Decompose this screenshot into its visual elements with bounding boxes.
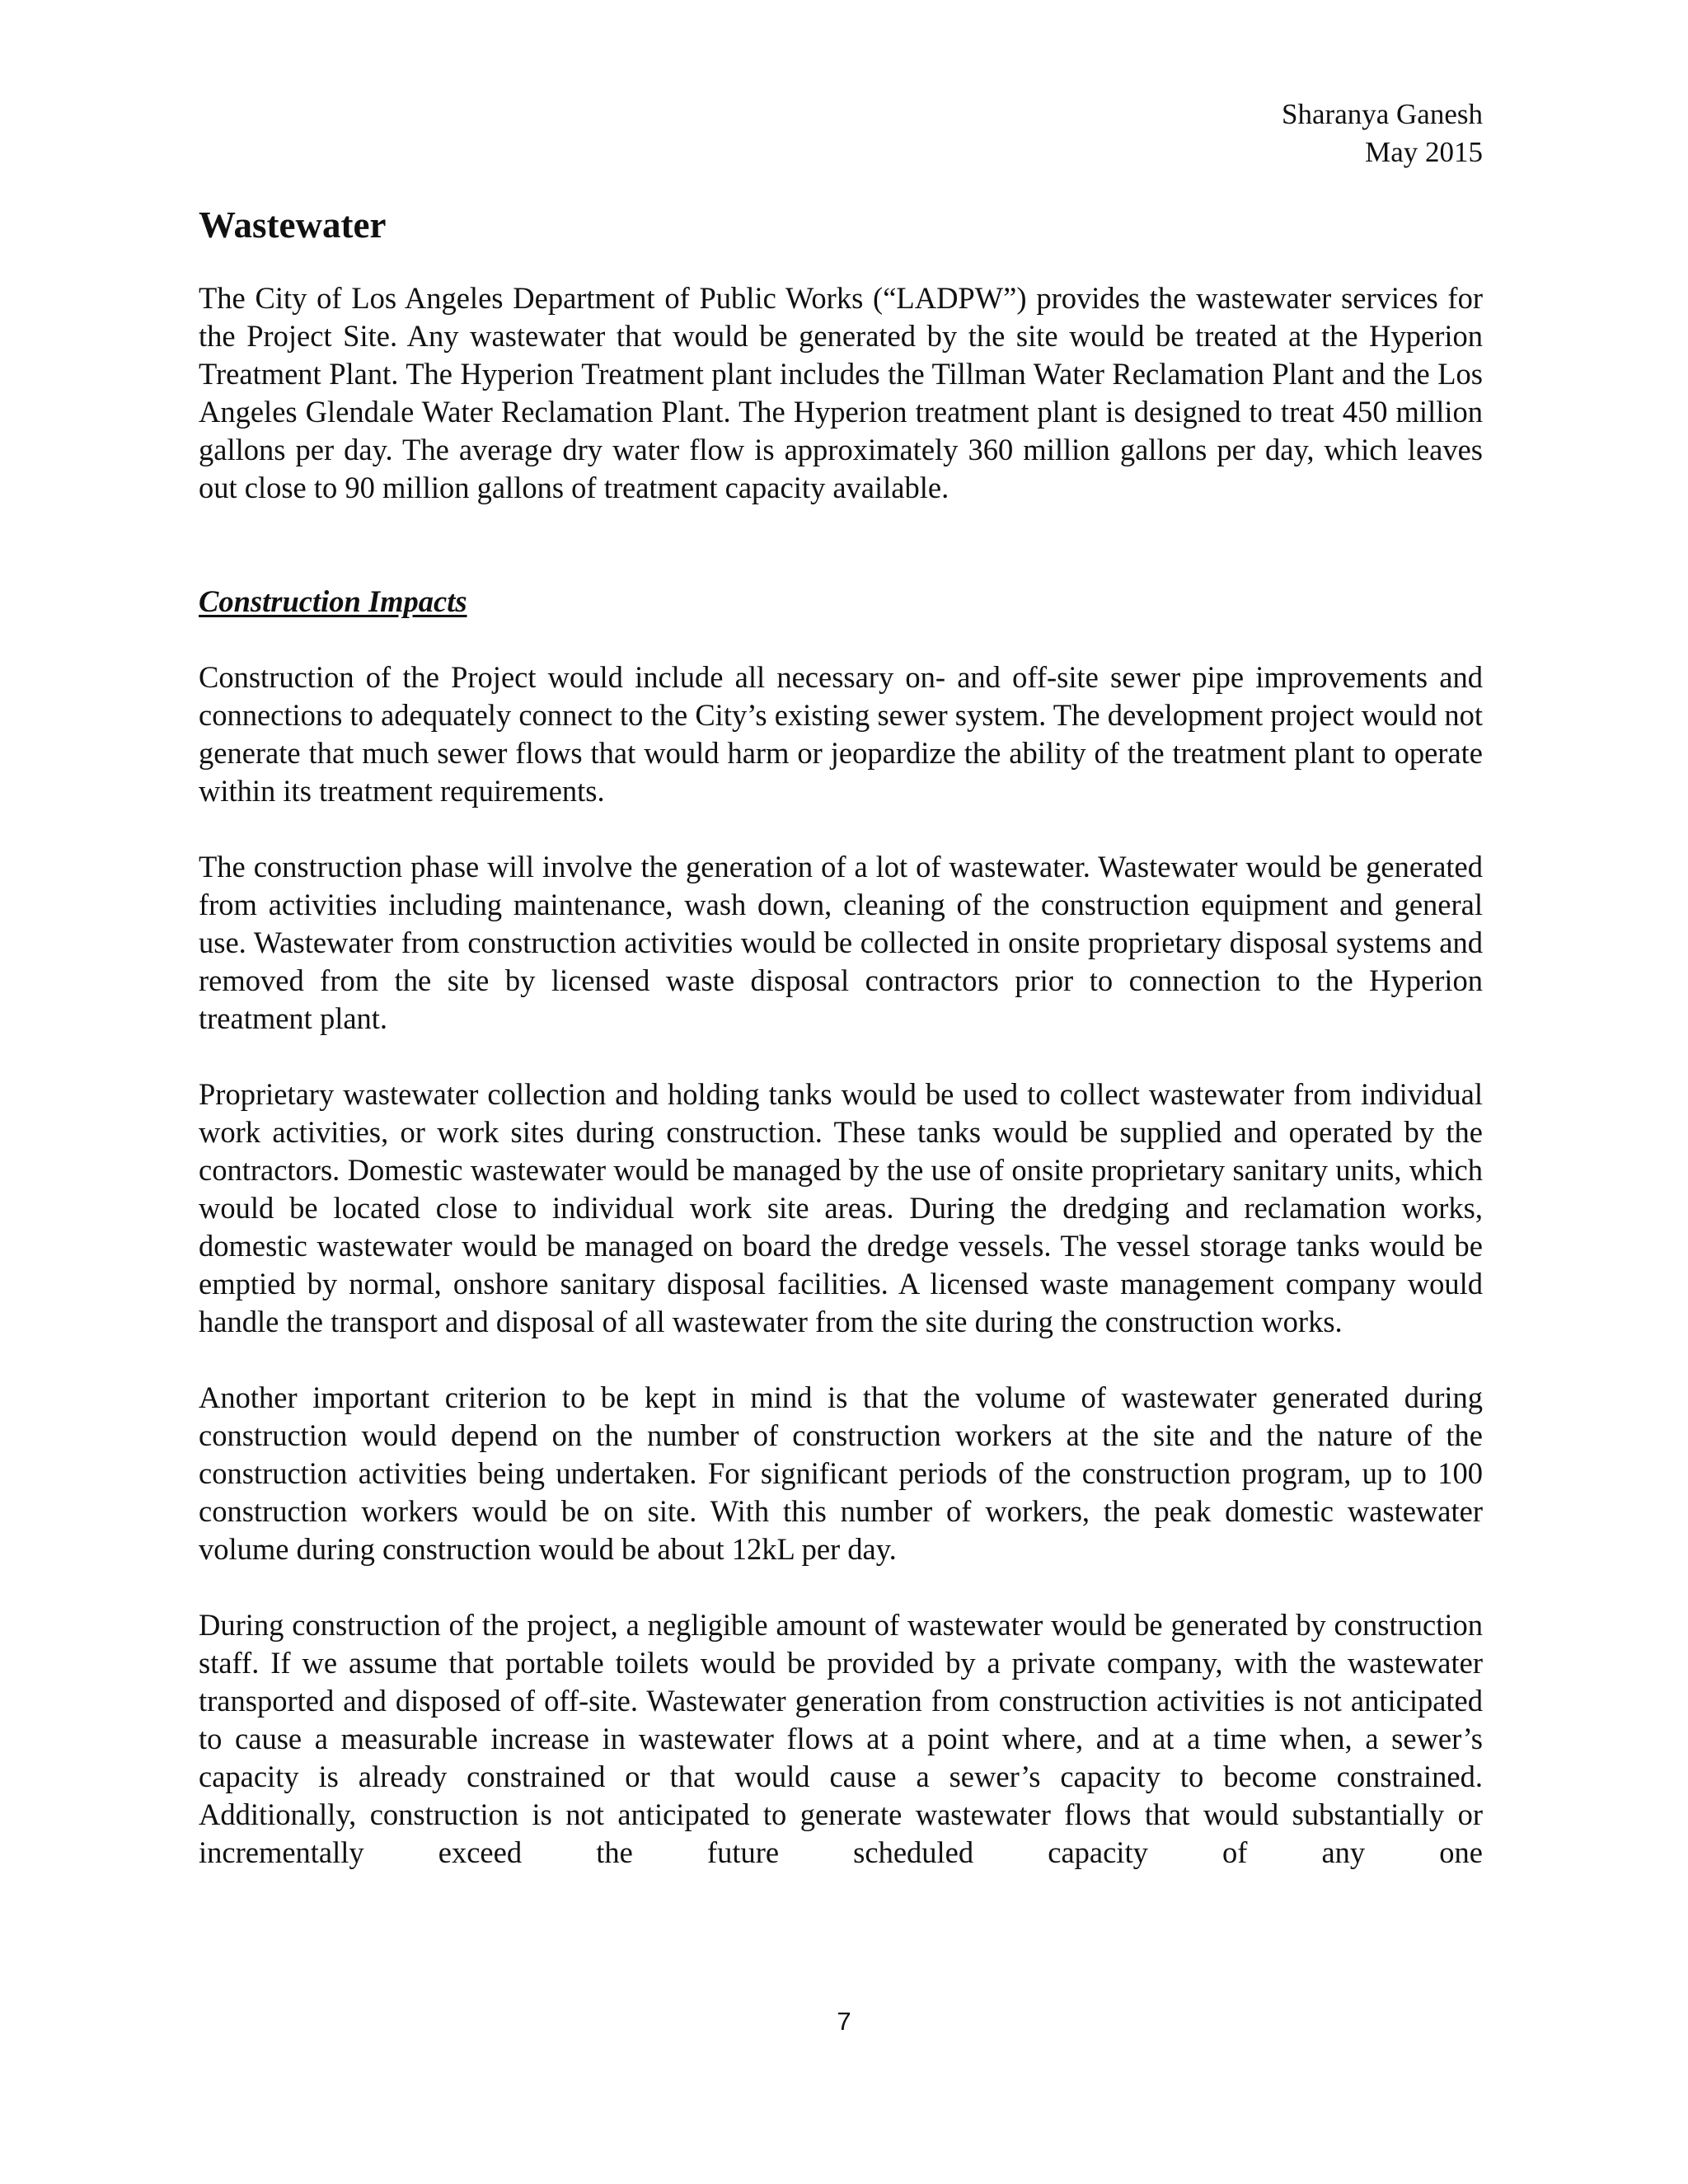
document-body <box>199 202 1483 1910</box>
page-number: 7 <box>837 2007 851 2036</box>
author-name: Sharanya Ganesh <box>1282 98 1483 130</box>
intro-paragraph: The City of Los Angeles Department of Public Works (“LADPW”) provides the wastewater services for the Project Site. Any wastewater that would be generated by the site would be treated at the Hyperion Treatment Plant. The Hyperion Treatment plant includes the Tillman Water Reclamation Plant and the Los Angeles Glendale Water Reclamation Plant. The Hyperion treatment plant is designed to treat 450 million gallons per day. The average dry water flow is approximately 360 million gallons per day, which leaves out close to 90 million gallons of treatment capacity available. <box>199 281 1483 504</box>
section-heading-construction-impacts: Construction Impacts <box>199 584 467 618</box>
paragraph-worker-volume: Another important criterion to be kept in mind is that the volume of wastewater generated during construction would depend on the number of construction workers at the site and the nature of the construction activities being undertaken. For significant periods of the construction program, up to 100 construction workers would be on site. With this number of workers, the peak domestic wastewater volume during construction would be about 12kL per day. <box>199 1380 1483 1566</box>
paragraph-holding-tanks: Proprietary wastewater collection and holding tanks would be used to collect wastewater from individual work activities, or work sites during construction. These tanks would be supplied and operated by the contractors. Domestic wastewater would be managed by the use of onsite proprietary sanitary units, which would be located close to individual work site areas. During the dredging and reclamation works, domestic wastewater would be managed on board the dredge vessels. The vessel storage tanks would be emptied by normal, onshore sanitary disposal facilities. A licensed waste management company would handle the transport and disposal of all wastewater from the site during the construction works. <box>199 1077 1483 1338</box>
document-date: May 2015 <box>1365 136 1483 168</box>
page-title: Wastewater <box>199 204 387 246</box>
paragraph-negligible-wastewater: During construction of the project, a negligible amount of wastewater would be generated by construction staff. If we assume that portable toilets would be provided by a private company, with the wastewater transported and disposed of off-site. Wastewater generation from construction activities is not anticipated to cause a measurable increase in wastewater flows at a point where, and at a time when, a sewer’s capacity is already constrained or that would cause a sewer’s capacity to become constrained. Additionally, construction is not anticipated to generate wastewater flows that would substantially or incrementally exceed the future scheduled capacity of any one <box>199 1608 1483 1869</box>
paragraph-sewer-improvements: Construction of the Project would include all necessary on- and off-site sewer pipe improvements and connections to adequately connect to the City’s existing sewer system. The development project would not generate that much sewer flows that would harm or jeopardize the ability of the treatment plant to operate within its treatment requirements. <box>199 660 1483 808</box>
paragraph-construction-phase: The construction phase will involve the generation of a lot of wastewater. Wastewater would be generated from activities including maintenance, wash down, cleaning of the construction equipment and general use. Wastewater from construction activities would be collected in onsite proprietary disposal systems and removed from the site by licensed waste disposal contractors prior to connection to the Hyperion treatment plant. <box>199 850 1483 1035</box>
header-meta <box>1282 96 1483 171</box>
